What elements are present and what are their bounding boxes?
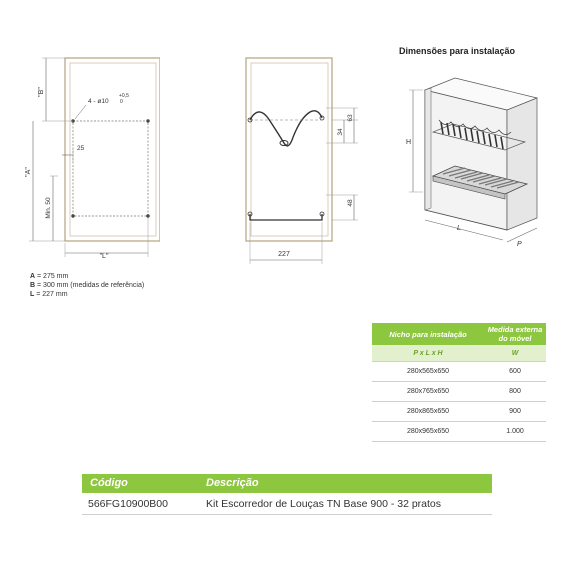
mounting-front-view [0,0,160,270]
hole-spec: 4 - ø10 [88,98,109,105]
sub-w: W [484,345,546,362]
hole-bottom-left [71,214,74,217]
legend-item: B = 300 mm (medidas de referência) [30,282,145,289]
dimension-legend [30,272,144,299]
description-header: Descrição [206,477,259,489]
cell-niche: 280x765x650 [372,382,484,402]
legend-item: A = 275 mm [30,273,69,280]
isometric-cabinet-view [395,58,555,273]
dimensions-table [372,323,546,442]
table-row [372,382,546,402]
header-niche: Nicho para instalação [372,323,484,345]
legend-item: L = 227 mm [30,291,68,298]
dim-63: 63 [347,114,354,122]
label-min50: Min. 50 [45,197,52,219]
table-row [372,362,546,382]
dim-227: 227 [278,251,290,258]
label-b: "B" [38,87,45,97]
code-header: Código [90,477,128,489]
label-l-3d: L [457,225,461,232]
product-description: Kit Escorredor de Louças TN Base 900 - 32 pratos [206,498,442,510]
label-a: "A" [25,167,32,177]
cell-niche: 280x565x650 [372,362,484,382]
tol-zero: 0 [120,99,123,105]
label-25: 25 [77,145,85,152]
product-row [82,495,492,515]
hole-bottom-right [146,214,149,217]
hole-top-right [146,119,149,122]
product-code: 566FG10900B00 [88,498,168,510]
table-row [372,422,546,442]
cell-w: 600 [484,362,546,382]
side-panel-outline [246,58,332,241]
label-l: "L" [99,253,109,260]
tol-plus: +0,5 [119,93,129,99]
dim-34: 34 [337,128,344,136]
product-header [82,474,492,493]
lower-tray-wire [250,214,322,220]
label-h: H [406,139,412,146]
header-external: Medida externa do móvel [484,323,546,345]
cell-w: 900 [484,402,546,422]
mounting-area [73,121,148,216]
cell-w: 1.000 [484,422,546,442]
cell-w: 800 [484,382,546,402]
dim-48: 48 [347,199,354,207]
installation-title: Dimensões para instalação [399,46,516,56]
table-header-row [372,323,546,345]
table-subheader-row [372,345,546,362]
label-p: P [517,241,522,248]
cell-niche: 280x865x650 [372,402,484,422]
side-profile-view [240,0,370,270]
cell-niche: 280x965x650 [372,422,484,442]
sub-niche: P x L x H [372,345,484,362]
table-row [372,402,546,422]
